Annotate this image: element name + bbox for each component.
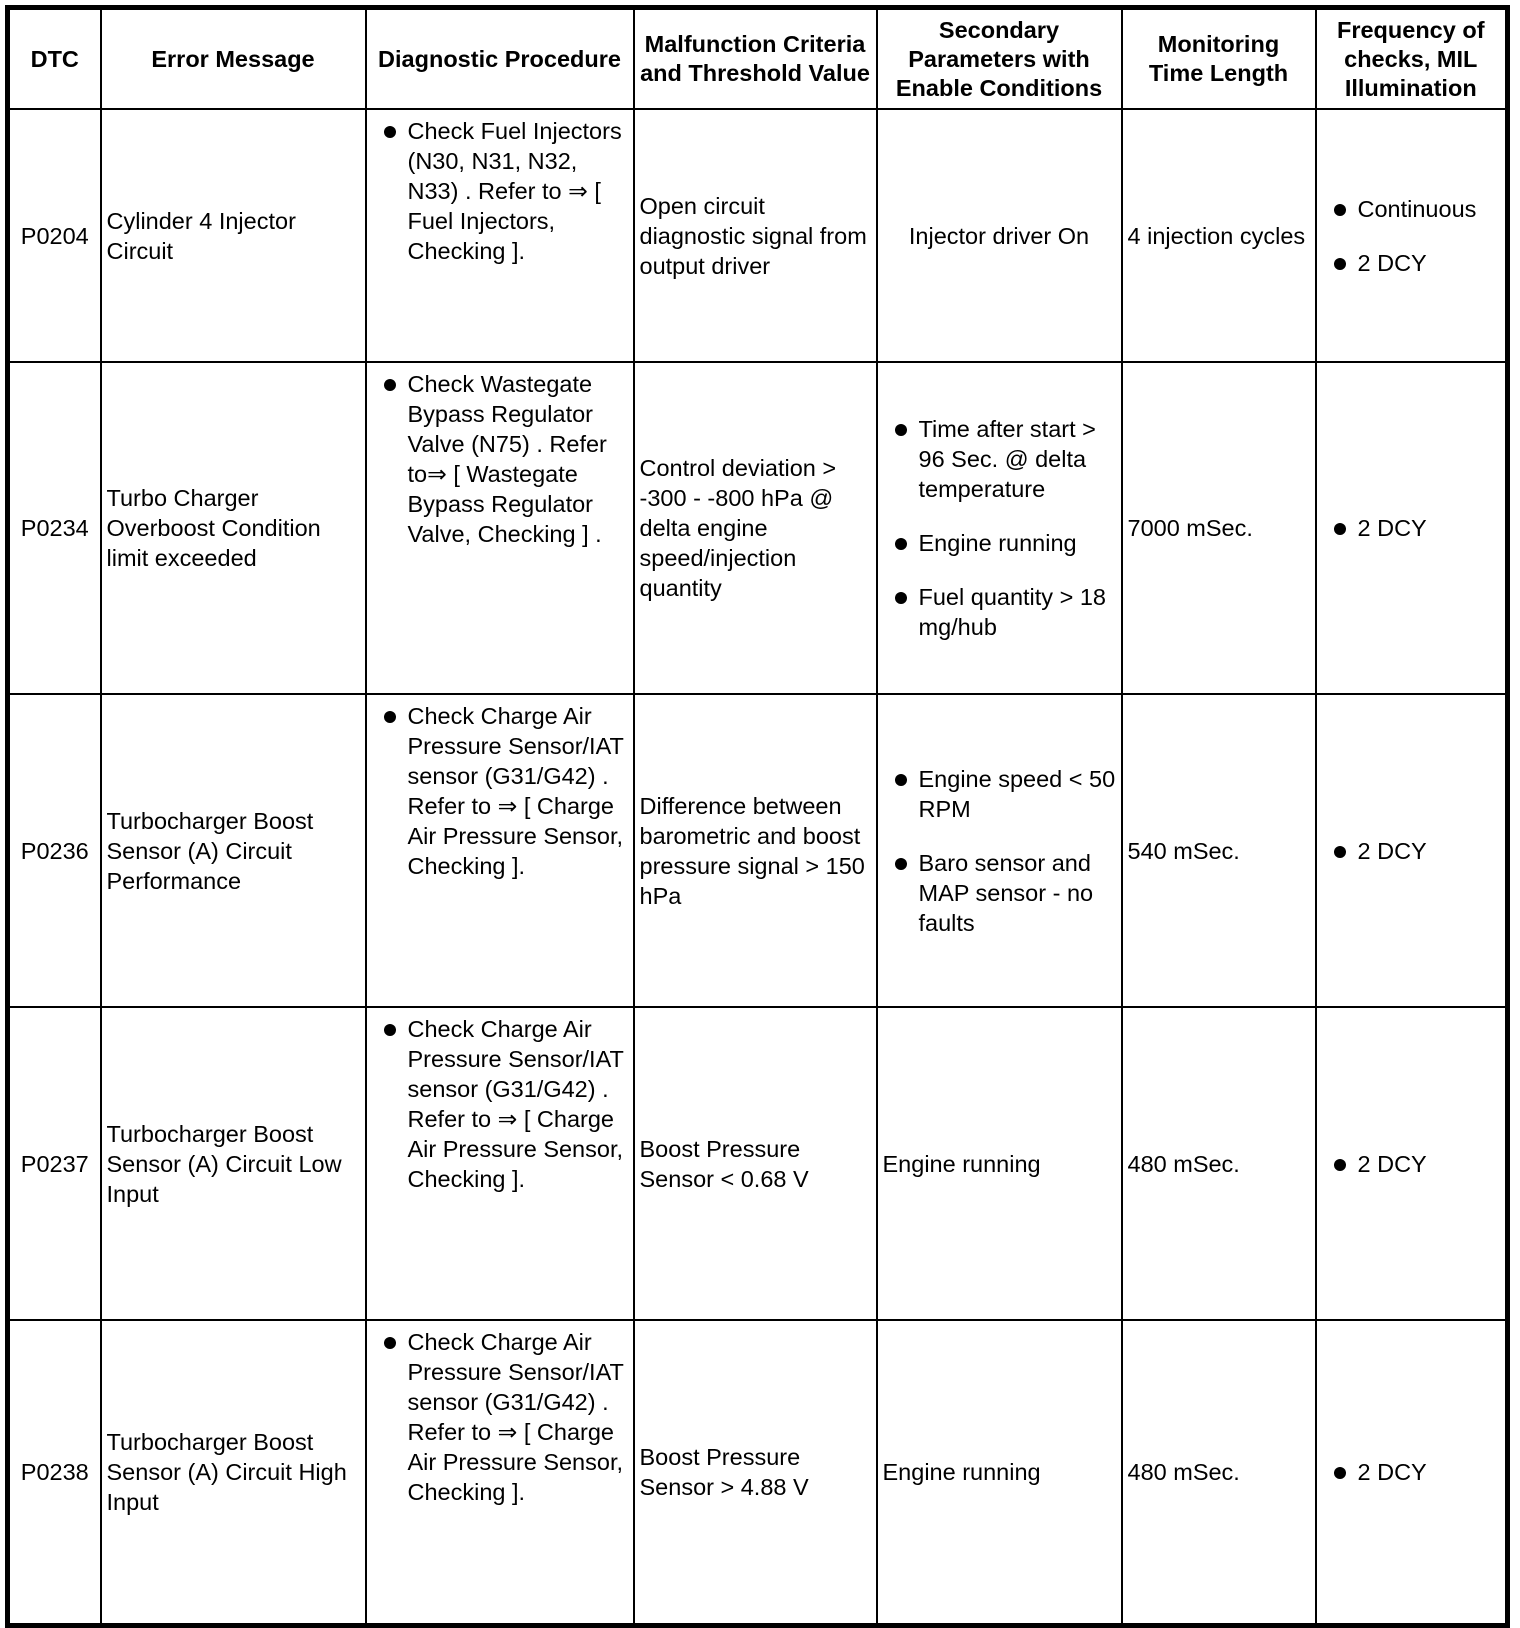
secondary-parameters: Engine running	[877, 1320, 1122, 1626]
secondary-parameters	[877, 362, 1122, 694]
error-message: Turbocharger Boost Sensor (A) Circuit Performance	[101, 694, 366, 1007]
header-diagnostic-procedure: Diagnostic Procedure	[366, 8, 634, 110]
malfunction-criteria: Difference between barometric and boost pressure signal > 150 hPa	[634, 694, 877, 1007]
frequency-list	[1322, 836, 1501, 866]
table-row	[8, 694, 1508, 1007]
header-row	[8, 8, 1508, 110]
bullet-item: 2 DCY	[1322, 1457, 1501, 1487]
dtc-code: P0238	[8, 1320, 101, 1626]
bullet-item: 2 DCY	[1322, 513, 1501, 543]
frequency	[1316, 362, 1508, 694]
secondary-parameters: Injector driver On	[877, 109, 1122, 362]
secondary-parameters	[877, 694, 1122, 1007]
error-message: Cylinder 4 Injector Circuit	[101, 109, 366, 362]
bullet-item: Continuous	[1322, 194, 1501, 224]
procedure-list	[372, 369, 628, 549]
malfunction-criteria: Boost Pressure Sensor > 4.88 V	[634, 1320, 877, 1626]
header-monitoring-time: Monitoring Time Length	[1122, 8, 1316, 110]
malfunction-criteria: Boost Pressure Sensor < 0.68 V	[634, 1007, 877, 1320]
bullet-item: Time after start > 96 Sec. @ delta temperature	[883, 414, 1116, 504]
secondary-parameters: Engine running	[877, 1007, 1122, 1320]
bullet-item: Check Wastegate Bypass Regulator Valve (N75) . Refer to⇒ [ Wastegate Bypass Regulator Valve, Checking ] .	[372, 369, 628, 549]
procedure-list	[372, 1014, 628, 1194]
frequency	[1316, 109, 1508, 362]
frequency	[1316, 1320, 1508, 1626]
bullet-item: 2 DCY	[1322, 1149, 1501, 1179]
bullet-item: Check Charge Air Pressure Sensor/IAT sensor (G31/G42) . Refer to ⇒ [ Charge Air Pressure Sensor, Checking ].	[372, 701, 628, 881]
malfunction-criteria: Control deviation > -300 - -800 hPa @ delta engine speed/injection quantity	[634, 362, 877, 694]
monitoring-time: 480 mSec.	[1122, 1007, 1316, 1320]
header-error-message: Error Message	[101, 8, 366, 110]
frequency	[1316, 694, 1508, 1007]
procedure-list	[372, 1327, 628, 1507]
header-frequency: Frequency of checks, MIL Illumination	[1316, 8, 1508, 110]
bullet-item: Baro sensor and MAP sensor - no faults	[883, 848, 1116, 938]
frequency-list	[1322, 513, 1501, 543]
secondary-list	[883, 764, 1116, 938]
procedure-list	[372, 116, 628, 266]
bullet-item: Engine speed < 50 RPM	[883, 764, 1116, 824]
bullet-item: Check Charge Air Pressure Sensor/IAT sensor (G31/G42) . Refer to ⇒ [ Charge Air Pressure Sensor, Checking ].	[372, 1014, 628, 1194]
monitoring-time: 540 mSec.	[1122, 694, 1316, 1007]
dtc-code: P0237	[8, 1007, 101, 1320]
bullet-item: Check Charge Air Pressure Sensor/IAT sensor (G31/G42) . Refer to ⇒ [ Charge Air Pressure Sensor, Checking ].	[372, 1327, 628, 1507]
header-dtc: DTC	[8, 8, 101, 110]
dtc-table	[5, 5, 1510, 1628]
frequency	[1316, 1007, 1508, 1320]
dtc-code: P0236	[8, 694, 101, 1007]
malfunction-criteria: Open circuit diagnostic signal from output driver	[634, 109, 877, 362]
bullet-item: Engine running	[883, 528, 1116, 558]
table-row	[8, 109, 1508, 362]
diagnostic-procedure	[366, 1320, 634, 1626]
error-message: Turbocharger Boost Sensor (A) Circuit High Input	[101, 1320, 366, 1626]
frequency-list	[1322, 1149, 1501, 1179]
diagnostic-procedure	[366, 1007, 634, 1320]
bullet-item: 2 DCY	[1322, 836, 1501, 866]
dtc-code: P0204	[8, 109, 101, 362]
procedure-list	[372, 701, 628, 881]
table-row	[8, 362, 1508, 694]
frequency-list	[1322, 1457, 1501, 1487]
table-row	[8, 1007, 1508, 1320]
dtc-code: P0234	[8, 362, 101, 694]
error-message: Turbocharger Boost Sensor (A) Circuit Low Input	[101, 1007, 366, 1320]
bullet-item: 2 DCY	[1322, 248, 1501, 278]
monitoring-time: 480 mSec.	[1122, 1320, 1316, 1626]
diagnostic-procedure	[366, 109, 634, 362]
header-secondary-parameters: Secondary Parameters with Enable Conditions	[877, 8, 1122, 110]
diagnostic-procedure	[366, 694, 634, 1007]
monitoring-time: 4 injection cycles	[1122, 109, 1316, 362]
error-message: Turbo Charger Overboost Condition limit exceeded	[101, 362, 366, 694]
frequency-list	[1322, 194, 1501, 278]
monitoring-time: 7000 mSec.	[1122, 362, 1316, 694]
header-malfunction-criteria: Malfunction Criteria and Threshold Value	[634, 8, 877, 110]
diagnostic-procedure	[366, 362, 634, 694]
bullet-item: Check Fuel Injectors (N30, N31, N32, N33) . Refer to ⇒ [ Fuel Injectors, Checking ].	[372, 116, 628, 266]
secondary-list	[883, 414, 1116, 642]
table-row	[8, 1320, 1508, 1626]
bullet-item: Fuel quantity > 18 mg/hub	[883, 582, 1116, 642]
